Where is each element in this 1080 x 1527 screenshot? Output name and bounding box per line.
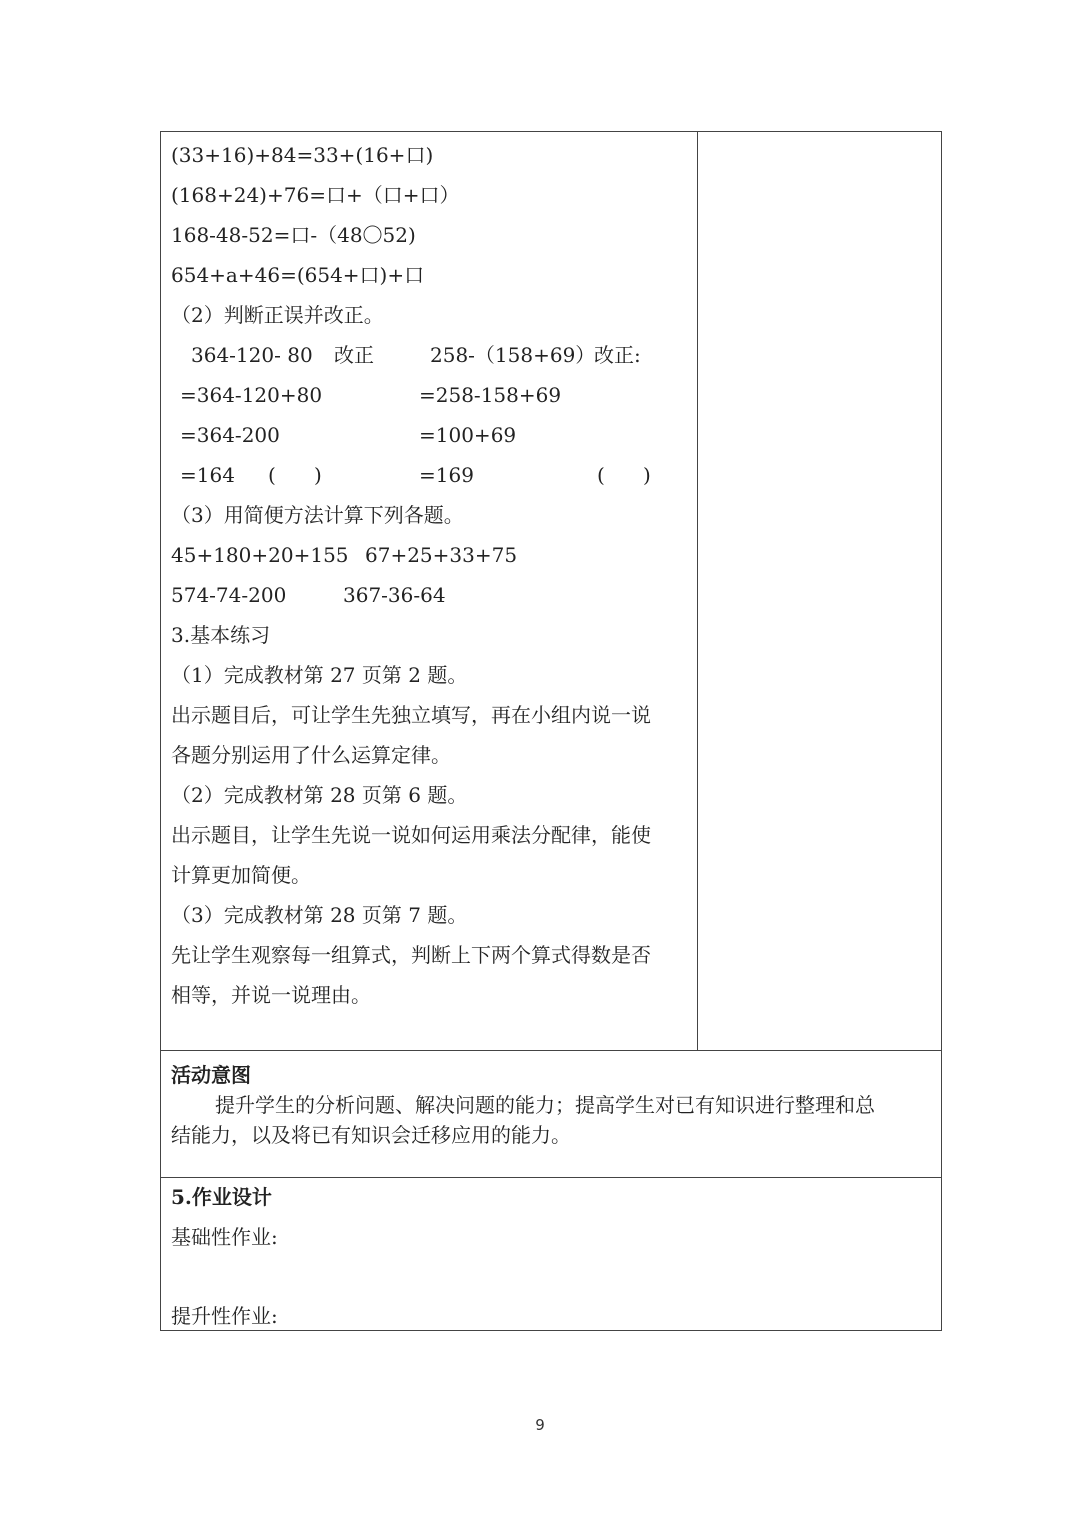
q2-left-answer-paren: ( ) [268,463,322,487]
intent-text-line-1: 提升学生的分析问题、解决问题的能力；提高学生对已有知识进行整理和总 [215,1093,875,1117]
q2-right-step-2: =100+69 [419,423,517,447]
table-border-right [941,131,942,1331]
advanced-homework-label: 提升性作业: [171,1304,278,1328]
fill-equation-4: 654+a+46=(654+口)+口 [171,263,425,287]
practice-item: （3）完成教材第 28 页第 7 题。 [171,903,468,927]
page-number: 9 [535,1416,545,1434]
practice-item: 计算更加简便。 [171,863,311,887]
practice-item: 先让学生观察每一组算式，判断上下两个算式得数是否 [171,943,651,967]
practice-item: （1）完成教材第 27 页第 2 题。 [171,663,468,687]
q2-left-step-3: =164 [180,463,235,487]
q3-expression: 45+180+20+155 [171,543,349,567]
q2-left-expression: 364-120- 80 [191,343,313,367]
q2-right-answer-paren: ( ) [597,463,651,487]
homework-title: 5.作业设计 [171,1185,272,1209]
fill-equation-3: 168-48-52=口-（48〇52) [171,223,416,247]
practice-item: （2）完成教材第 28 页第 6 题。 [171,783,468,807]
q2-title: （2）判断正误并改正。 [171,303,384,327]
q2-right-expression: 258-（158+69） [430,343,596,367]
column-divider [697,131,698,1050]
intent-text-line-2: 结能力，以及将已有知识会迁移应用的能力。 [171,1123,571,1147]
table-border-top [160,131,942,132]
section-3-title: 3.基本练习 [171,623,271,647]
q3-expression: 67+25+33+75 [365,543,518,567]
q2-left-step-2: =364-200 [180,423,280,447]
fill-equation-2: (168+24)+76=口+（口+口） [171,183,460,207]
q2-left-correct-label: 改正 [334,343,374,367]
q2-right-correct-label: 改正: [594,343,641,367]
q3-expression: 367-36-64 [343,583,446,607]
practice-item: 相等，并说一说理由。 [171,983,371,1007]
fill-equation-1: (33+16)+84=33+(16+口) [171,143,434,167]
row-divider-2 [160,1177,942,1178]
practice-item: 出示题目后，可让学生先独立填写，再在小组内说一说 [171,703,651,727]
practice-item: 各题分别运用了什么运算定律。 [171,743,451,767]
practice-item: 出示题目，让学生先说一说如何运用乘法分配律，能使 [171,823,651,847]
q2-left-step-1: =364-120+80 [180,383,323,407]
q2-right-step-3: =169 [419,463,474,487]
q3-expression: 574-74-200 [171,583,287,607]
intent-title: 活动意图 [171,1063,251,1087]
row-divider-1 [160,1050,942,1051]
q2-right-step-1: =258-158+69 [419,383,562,407]
basic-homework-label: 基础性作业: [171,1225,278,1249]
table-border-left [160,131,161,1331]
q3-title: （3）用简便方法计算下列各题。 [171,503,464,527]
table-border-bottom [160,1330,942,1331]
